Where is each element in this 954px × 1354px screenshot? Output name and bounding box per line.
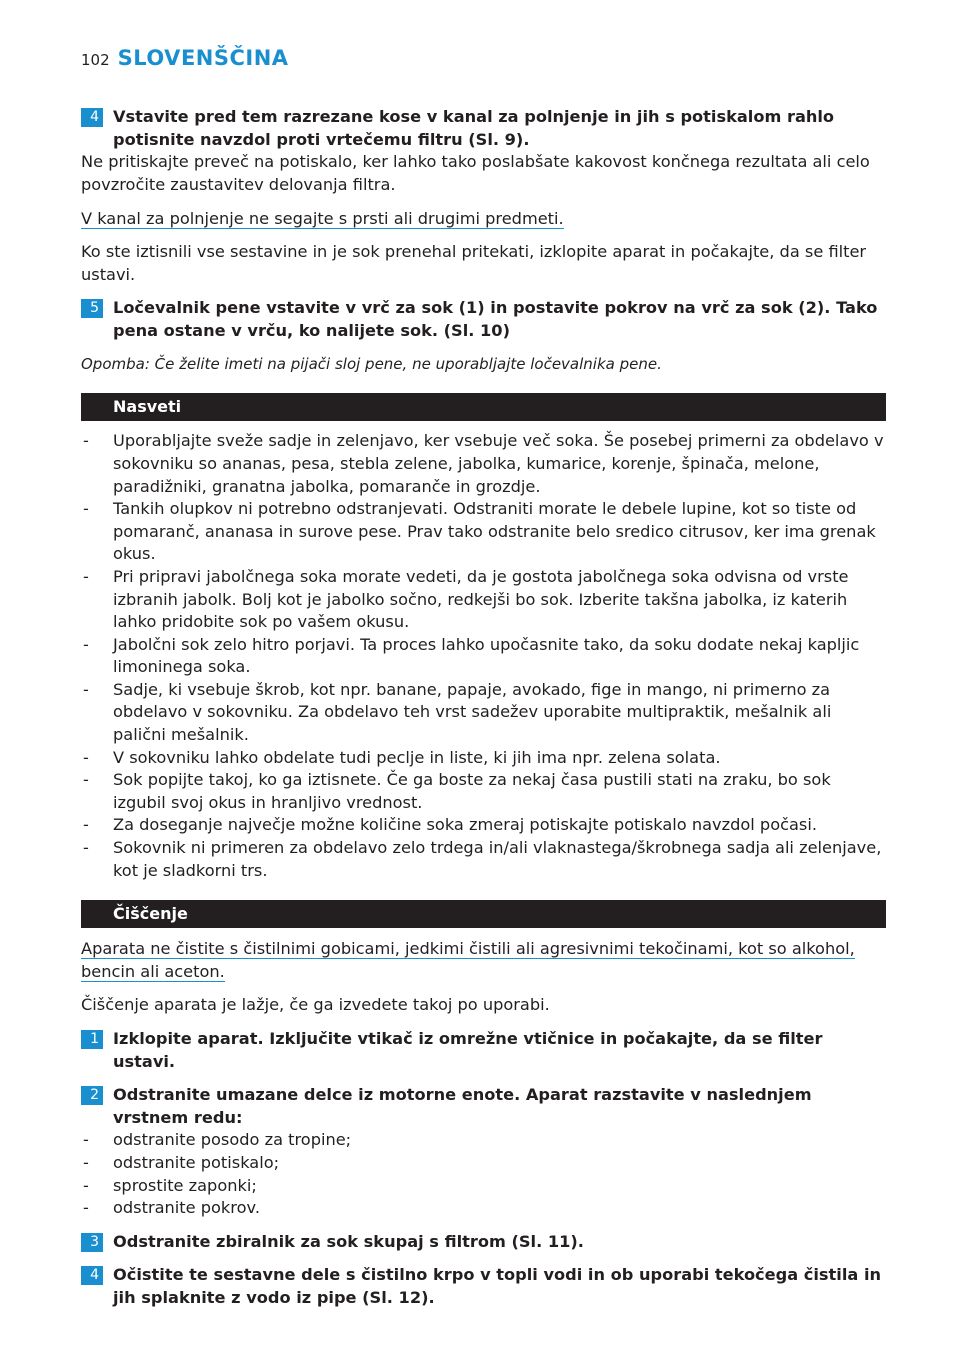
bullet-dash: -: [83, 770, 89, 790]
bullet-dash: -: [83, 1130, 89, 1150]
bullet-dash: -: [83, 1175, 89, 1195]
list-item: [81, 634, 886, 679]
bullet-dash: -: [83, 815, 89, 835]
list-item-text: V sokovniku lahko obdelate tudi peclje in liste, ki jih ima npr. zelena solata.: [113, 747, 721, 767]
list-item: [81, 498, 886, 566]
step-number-badge: 4: [81, 1266, 103, 1285]
list-item: [81, 679, 886, 747]
tips-list: [81, 430, 886, 882]
language-title: SLOVENŠČINA: [117, 46, 289, 70]
disassembly-list: [81, 1129, 886, 1219]
step-number-badge: 4: [81, 108, 103, 127]
warning-text: V kanal za polnjenje ne segajte s prsti ali drugimi predmeti.: [81, 209, 564, 229]
note-froth: Opomba: Če želite imeti na pijači sloj pene, ne uporabljajte ločevalnika pene.: [81, 355, 662, 374]
step-text: Ločevalnik pene vstavite v vrč za sok (1) in postavite pokrov na vrč za sok (2). Tako pena ostane v vrču, ko nalijete sok. (Sl. 10): [113, 298, 878, 340]
step-2-disassemble: [81, 1084, 886, 1129]
list-item-text: odstranite posodo za tropine;: [113, 1130, 352, 1150]
step-4-insert: [81, 106, 886, 151]
page-header: [81, 46, 289, 70]
warning-feed-tube: [81, 208, 886, 231]
list-item: [81, 1129, 886, 1152]
list-item-text: Uporabljajte sveže sadje in zelenjavo, ker vsebuje več soka. Še posebej primerni za obdelavo v sokovniku so ananas, pesa, stebla zelene, jabolka, kumarice, korenje, špinača, melone, paradižniki, granatna jabolka, pomaranče in grozdje.: [113, 431, 884, 496]
step-3-remove-collector: [81, 1231, 886, 1254]
list-item: [81, 837, 886, 882]
section-cleaning-header: Čiščenje: [81, 900, 886, 928]
bullet-dash: -: [83, 747, 89, 767]
warning-text: Aparata ne čistite s čistilnimi gobicami, jedkimi čistili ali agresivnimi tekočinami, kot so alkohol, bencin ali aceton.: [81, 939, 855, 981]
list-item-text: odstranite potiskalo;: [113, 1152, 280, 1172]
step-text: Odstranite zbiralnik za sok skupaj s filtrom (Sl. 11).: [113, 1231, 584, 1251]
step-text: Vstavite pred tem razrezane kose v kanal za polnjenje in jih s potiskalom rahlo potisnite navzdol proti vrtečemu filtru (Sl. 9).: [113, 107, 835, 149]
step-number-badge: 2: [81, 1086, 103, 1105]
step-text: Očistite te sestavne dele s čistilno krpo v topli vodi in ob uporabi tekočega čistila in jih splaknite z vodo iz pipe (Sl. 12).: [113, 1265, 882, 1307]
step-number-badge: 5: [81, 299, 103, 318]
list-item: [81, 747, 886, 770]
bullet-dash: -: [83, 431, 89, 451]
step-5-froth: [81, 297, 886, 342]
paragraph-pusher-warning: Ne pritiskajte preveč na potiskalo, ker lahko tako poslabšate kakovost končnega rezultata ali celo povzročite zaustavitev delovanja filtra.: [81, 152, 870, 194]
list-item: [81, 769, 886, 814]
list-item-text: odstranite pokrov.: [113, 1198, 260, 1218]
list-item: [81, 430, 886, 498]
list-item-text: Jabolčni sok zelo hitro porjavi. Ta proces lahko upočasnite tako, da soku dodate nekaj kapljic limoninega soka.: [113, 634, 860, 677]
bullet-dash: -: [83, 679, 89, 699]
bullet-dash: -: [83, 838, 89, 858]
list-item-text: Sok popijte takoj, ko ga iztisnete. Če ga boste za nekaj časa pustili stati na zraku, bo sok izgubil svoj okus in hranljivo vrednost.: [113, 770, 831, 812]
list-item-text: Tankih olupkov ni potrebno odstranjevati. Odstraniti morate le debele lupine, kot so tiste od pomaranč, ananasa in surove pese. Prav tako odstranite belo sredico citrusov, ker ima grenak okus.: [113, 499, 876, 564]
list-item: [81, 1175, 886, 1198]
list-item-text: Sokovnik ni primeren za obdelavo zelo trdega in/ali vlaknastega/škrobnega sadja ali zelenjave, kot je sladkorni trs.: [113, 838, 882, 880]
bullet-dash: -: [83, 566, 89, 586]
step-1-switch-off: [81, 1028, 886, 1073]
list-item-text: Sadje, ki vsebuje škrob, kot npr. banane, papaje, avokado, fige in mango, ni primerno za obdelavo v sokovniku. Za obdelavo teh vrst sadežev uporabite multipraktik, mešalnik ali palični mešalnik.: [113, 679, 832, 745]
bullet-dash: -: [83, 499, 89, 519]
step-text: Odstranite umazane delce iz motorne enote. Aparat razstavite v naslednjem vrstnem redu:: [113, 1085, 812, 1127]
list-item: [81, 1152, 886, 1175]
list-item: [81, 814, 886, 837]
list-item: [81, 566, 886, 634]
step-text: Izklopite aparat. Izključite vtikač iz omrežne vtičnice in počakajte, da se filter ustavi.: [113, 1029, 823, 1071]
list-item: [81, 1197, 886, 1220]
step-number-badge: 3: [81, 1233, 103, 1252]
list-item-text: Pri pripravi jabolčnega soka morate vedeti, da je gostota jabolčnega soka odvisna od vrste izbranih jabolk. Bolj kot je jabolko sočno, redkejši bo sok. Izberite takšna jabolka, iz katerih lahko pridobite sok po vašem okusu.: [113, 566, 849, 632]
paragraph-switch-off: Ko ste iztisnili vse sestavine in je sok prenehal pritekati, izklopite aparat in počakajte, da se filter ustavi.: [81, 241, 867, 284]
step-4-clean-parts: [81, 1264, 886, 1309]
bullet-dash: -: [83, 1198, 89, 1218]
section-tips-header: Nasveti: [81, 393, 886, 421]
bullet-dash: -: [83, 634, 89, 654]
list-item-text: Za doseganje največje možne količine soka zmeraj potiskajte potiskalo navzdol počasi.: [113, 815, 818, 835]
paragraph-clean-after-use: Čiščenje aparata je lažje, če ga izvedete takoj po uporabi.: [81, 995, 550, 1015]
warning-cleaning-agents: [81, 938, 886, 983]
list-item-text: sprostite zaponki;: [113, 1175, 257, 1195]
bullet-dash: -: [83, 1152, 89, 1172]
step-number-badge: 1: [81, 1030, 103, 1049]
page-content: [81, 106, 886, 1310]
page-number: 102: [81, 51, 110, 69]
